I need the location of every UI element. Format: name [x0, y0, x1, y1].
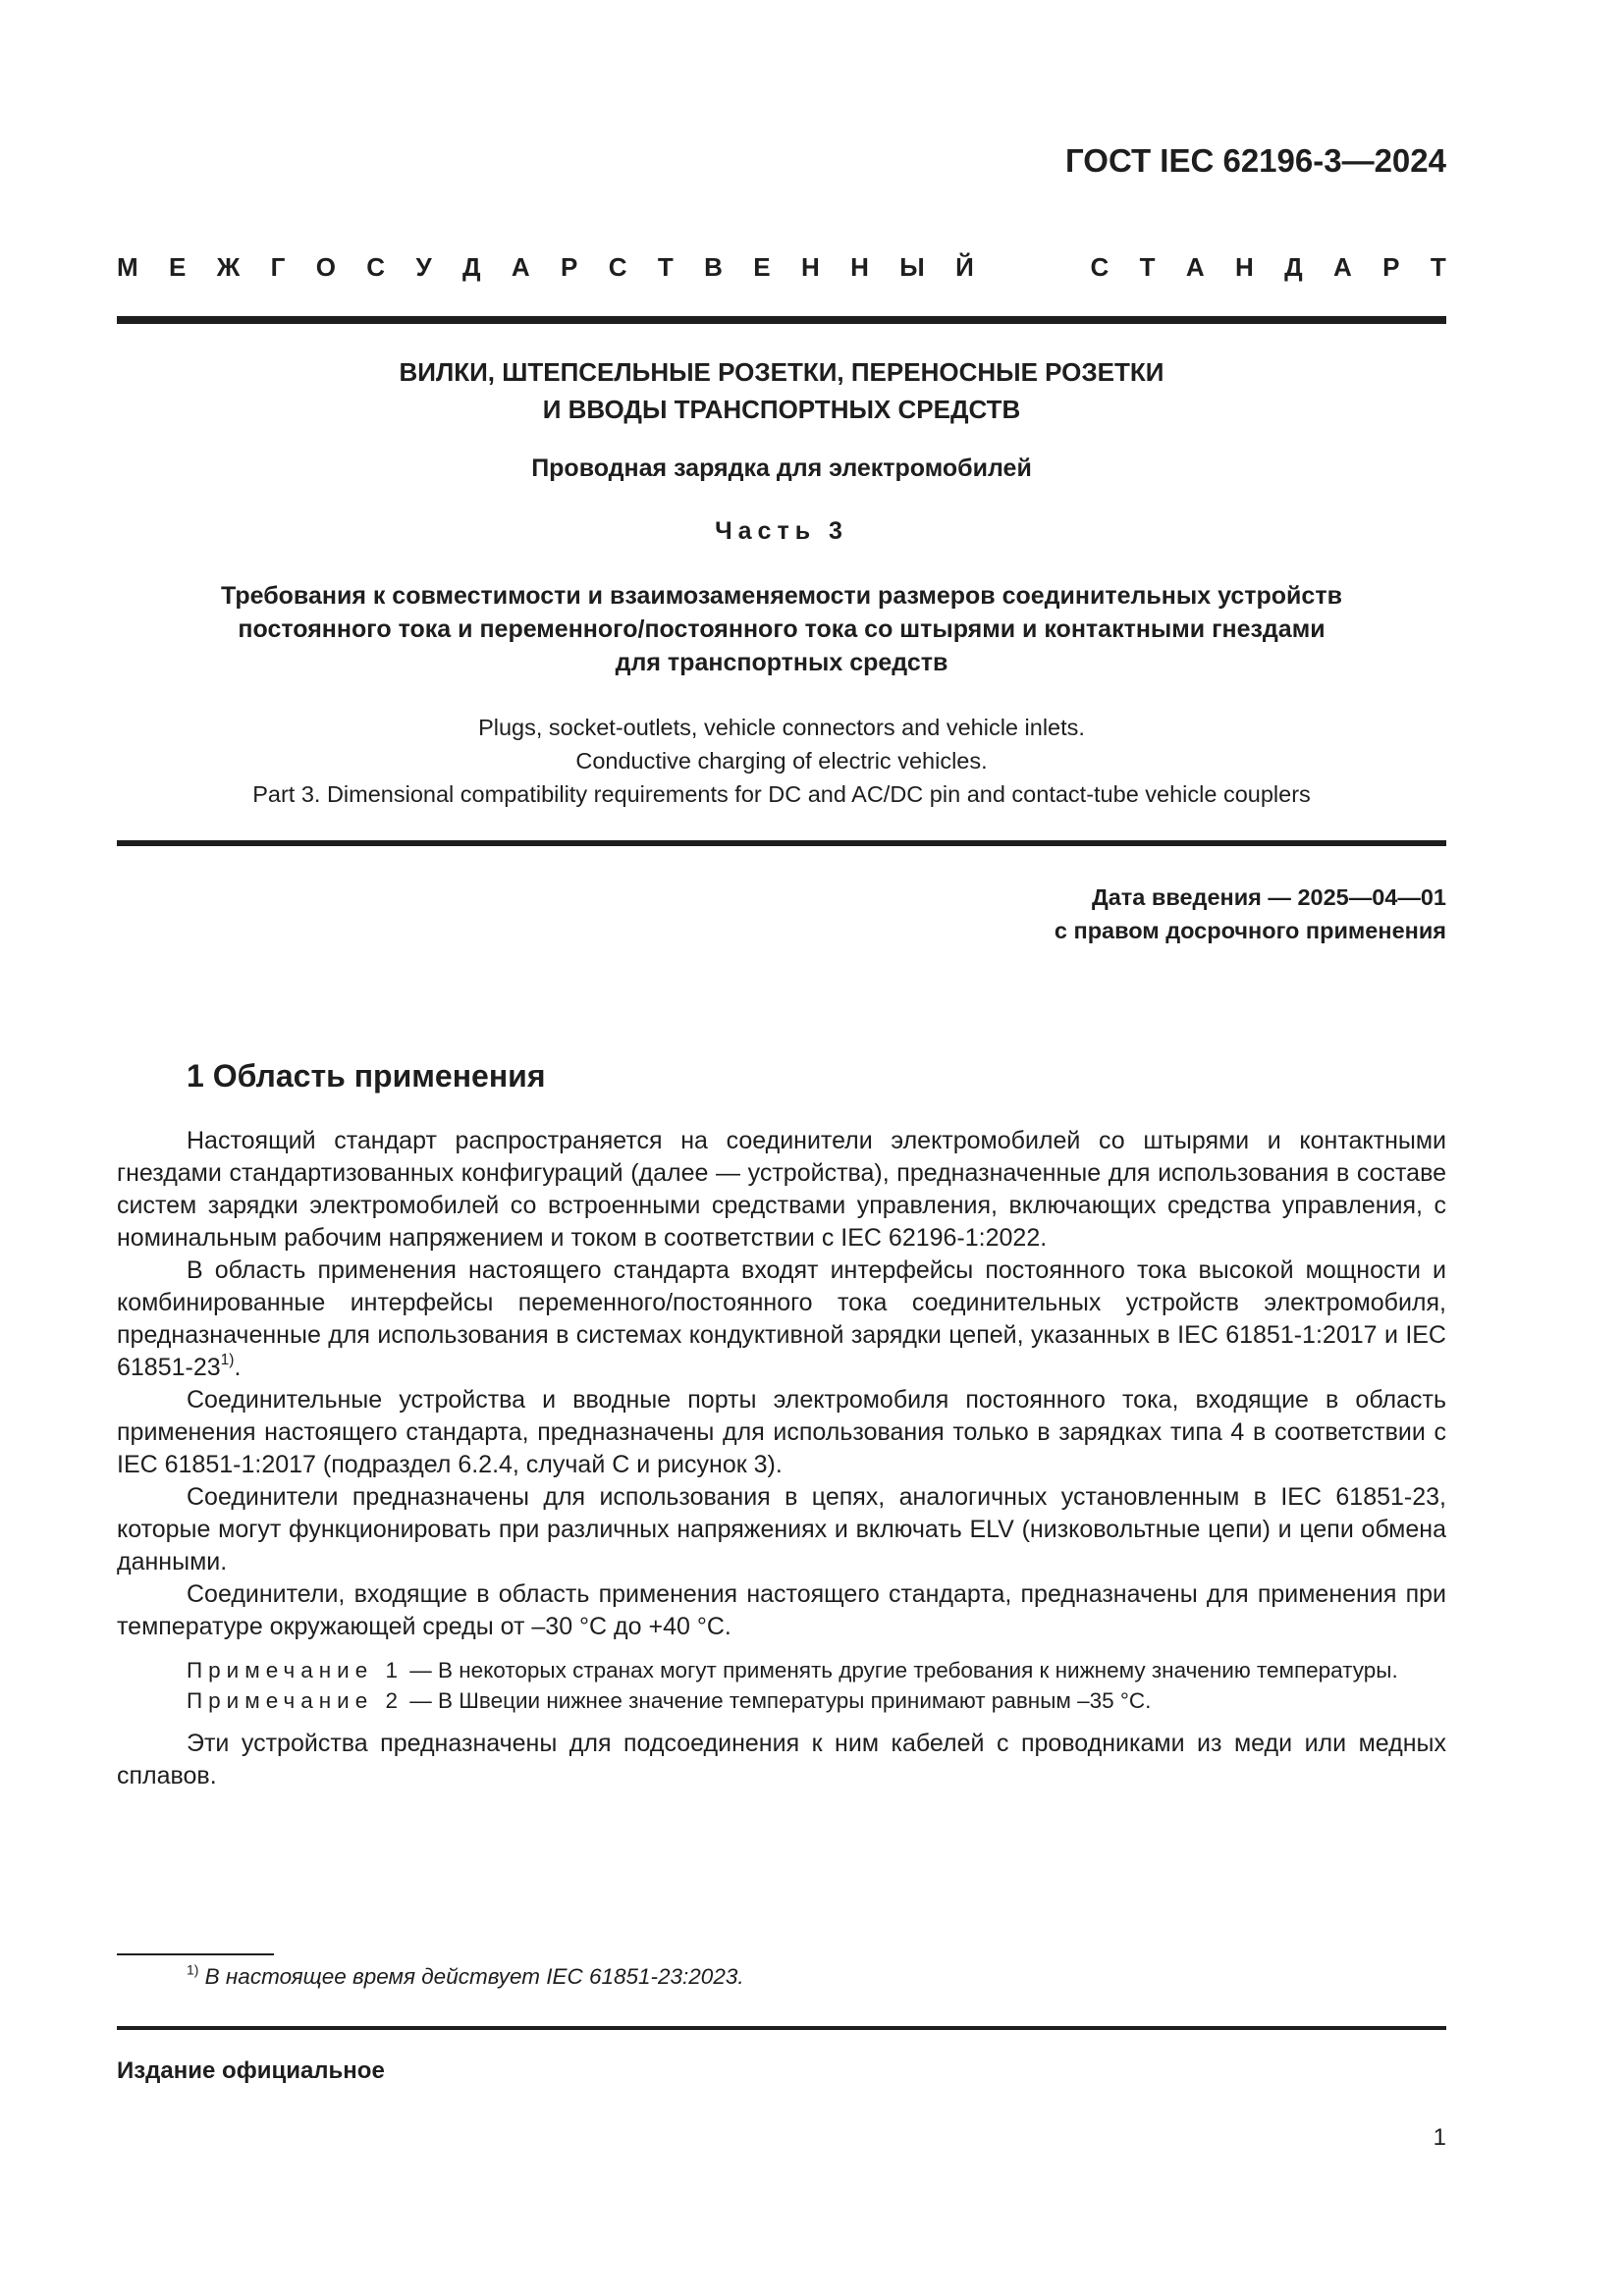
- main-title: [117, 353, 1446, 428]
- standard-kind-letter: Н: [1235, 252, 1254, 282]
- subtitle: Проводная зарядка для электромобилей: [531, 454, 1032, 482]
- standard-kind-letter: С: [366, 252, 386, 282]
- standard-kind-letter: Ж: [216, 252, 241, 282]
- document-number: ГОСТ IEC 62196-3—2024: [1065, 142, 1446, 179]
- intro-date-text: Дата введения — 2025—04—01: [1091, 884, 1446, 910]
- part-title: [117, 579, 1446, 679]
- standard-kind-letter: Т: [1139, 252, 1156, 282]
- note-label: Примечание 1: [187, 1658, 404, 1682]
- paragraph: Соединительные устройства и вводные порты электромобиля постоянного тока, входящие в область применения настоящего стандарта, предназначены для использования только в зарядках типа 4 в соответствии с IEC 61851-1:2017 (подраздел 6.2.4, случай С и рисунок 3).: [117, 1386, 1446, 1478]
- standard-kind-letter: А: [511, 252, 530, 282]
- english-title: [117, 711, 1446, 811]
- part-title-line: постоянного тока и переменного/постоянного тока со штырями и контактными гнездами: [238, 615, 1326, 643]
- standard-kind-letter: Н: [850, 252, 869, 282]
- edition-label: Издание официальное: [117, 2057, 385, 2084]
- standard-kind-letter: Д: [461, 252, 481, 282]
- standard-kind-letter: Р: [1382, 252, 1400, 282]
- footer-rule: [117, 2026, 1446, 2030]
- introduction-date: [1055, 881, 1446, 947]
- page-number: 1: [1433, 2124, 1446, 2151]
- standard-kind-letter: Д: [1284, 252, 1303, 282]
- footnote: [187, 1961, 744, 1990]
- standard-kind-letter: С: [608, 252, 627, 282]
- paragraph: Соединители, входящие в область применения настоящего стандарта, предназначены для применения при температуре окружающей среды от –30 °С до +40 °С.: [117, 1580, 1446, 1640]
- part-title-line: Требования к совместимости и взаимозаменяемости размеров соединительных устройств: [221, 582, 1342, 610]
- footnote-marker: 1): [187, 1961, 199, 1978]
- standard-kind-letter: Р: [561, 252, 578, 282]
- main-title-line: И ВВОДЫ ТРАНСПОРТНЫХ СРЕДСТВ: [542, 395, 1021, 424]
- footnote-ref: 1): [220, 1352, 235, 1369]
- paragraph: [117, 1255, 1446, 1384]
- note: [117, 1685, 1446, 1716]
- part-label: Часть 3: [715, 517, 848, 545]
- english-title-line: Part 3. Dimensional compatibility requirements for DC and AC/DC pin and contact-tube vehicle couplers: [252, 781, 1311, 807]
- standard-kind-letter: В: [704, 252, 723, 282]
- paragraph: Эти устройства предназначены для подсоединения к ним кабелей с проводниками из меди или медных сплавов.: [117, 1730, 1446, 1789]
- standard-kind-letter: А: [1333, 252, 1352, 282]
- standard-kind-letter: Е: [169, 252, 187, 282]
- word-gap: [1004, 252, 1059, 283]
- note-text: — В Швеции нижнее значение температуры принимают равным –35 °С.: [404, 1688, 1152, 1713]
- part-title-line: для транспортных средств: [615, 649, 948, 676]
- footnote-rule: [117, 1953, 274, 1955]
- main-title-line: ВИЛКИ, ШТЕПСЕЛЬНЫЕ РОЗЕТКИ, ПЕРЕНОСНЫЕ РОЗЕТКИ: [399, 357, 1164, 387]
- standard-kind-letter: О: [315, 252, 336, 282]
- standard-kind-letter: Т: [1430, 252, 1446, 282]
- header-rule: [117, 316, 1446, 324]
- standard-kind-letter: С: [1090, 252, 1110, 282]
- english-title-line: Conductive charging of electric vehicles.: [575, 748, 988, 774]
- title-rule: [117, 840, 1446, 846]
- standard-kind-letter: Е: [753, 252, 771, 282]
- section-heading: 1 Область применения: [187, 1058, 546, 1094]
- paragraph-text: В область применения настоящего стандарта входят интерфейсы постоянного тока высокой мощности и комбинированные интерфейсы переменного/постоянного тока соединительных устройств электромобиля, предназначенные для использования в системах кондуктивной зарядки цепей, указанных в IEC 61851-1:2017 и IEC 61851-23: [117, 1256, 1446, 1381]
- standard-kind-letter: Г: [270, 252, 286, 282]
- footnote-text: В настоящее время действует IEC 61851-23:2023.: [204, 1964, 744, 1989]
- note-text: — В некоторых странах могут применять другие требования к нижнему значению температуры.: [404, 1658, 1398, 1682]
- note: [117, 1655, 1446, 1685]
- standard-kind-letter: А: [1185, 252, 1205, 282]
- paragraph: Соединители предназначены для использования в цепях, аналогичных установленным в IEC 61851-23, которые могут функционировать при различных напряжениях и включать ELV (низковольтные цепи) и цепи обмена данными.: [117, 1483, 1446, 1575]
- standard-kind-letter: Ы: [899, 252, 925, 282]
- standard-kind-heading: [117, 252, 1446, 283]
- section-body: [117, 1125, 1446, 1792]
- paragraph-end: .: [234, 1354, 242, 1381]
- standard-kind-letter: Н: [800, 252, 820, 282]
- standard-kind-letter: М: [117, 252, 138, 282]
- english-title-line: Plugs, socket-outlets, vehicle connectors and vehicle inlets.: [478, 715, 1085, 740]
- paragraph: Настоящий стандарт распространяется на соединители электромобилей со штырями и контактными гнездами стандартизованных конфигураций (далее — устройства), предназначенные для использования в составе систем зарядки электромобилей со встроенными средствами управления, включающих средства управления, с номинальным рабочим напряжением и током в соответствии с IEC 62196-1:2022.: [117, 1127, 1446, 1252]
- early-application-text: с правом досрочного применения: [1054, 918, 1446, 943]
- standard-kind-letter: Й: [955, 252, 974, 282]
- standard-kind-letter: У: [415, 252, 432, 282]
- standard-kind-letter: Т: [657, 252, 674, 282]
- note-label: Примечание 2: [187, 1688, 404, 1713]
